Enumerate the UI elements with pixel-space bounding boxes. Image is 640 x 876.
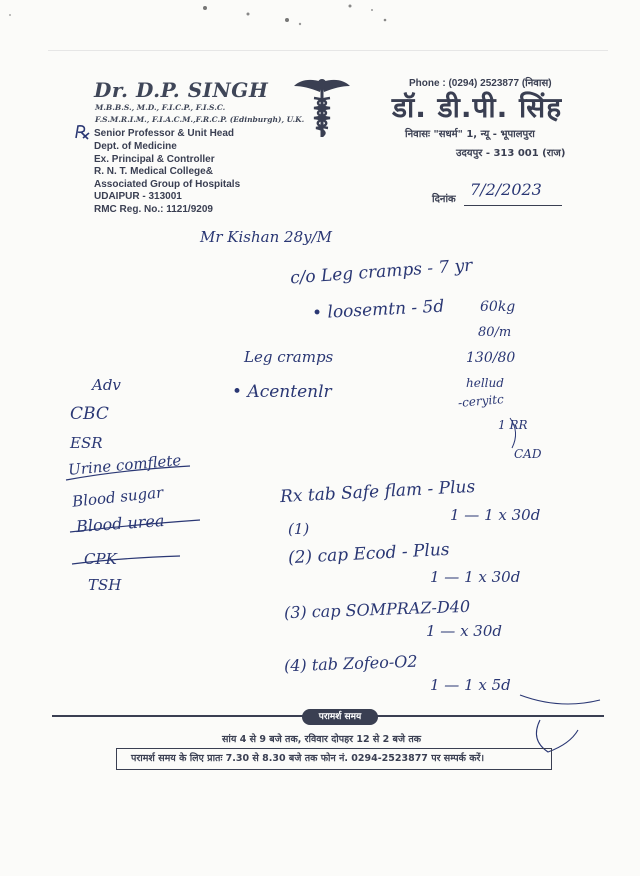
phone-number: Phone : (0294) 2523877 (निवास)	[409, 78, 552, 89]
rx-line-1: Rx tab Safe flam - Plus	[279, 476, 476, 508]
rx-line-4-dose: 1 — 1 x 5d	[430, 676, 511, 694]
rx-line-1-number: (1)	[288, 520, 310, 538]
consultation-hours-title: परामर्श समय	[302, 709, 378, 725]
advice-tsh: TSH	[88, 576, 122, 594]
blood-pressure: 130/80	[466, 350, 516, 366]
rx-line-4: (4) tab Zofeo-O2	[283, 651, 418, 676]
consultation-hours: सांय 4 से 9 बजे तक, रविवार दोपहर 12 से 2 बजे तक	[222, 734, 422, 745]
city-hindi: उदयपुर - 313 001 (राज)	[456, 148, 566, 159]
address-hindi: निवासः "सधर्म" 1, न्यू - भूपालपुरा	[405, 129, 535, 140]
finding-2: -ceryitc	[457, 392, 505, 410]
advice-urine: Urine comflete	[67, 451, 182, 479]
advice-title: Adv	[92, 376, 121, 394]
doctor-name-hindi: डॉ. डी.पी. सिंह	[392, 91, 563, 124]
rx-line-3: (3) cap SOMPRAZ-D40	[283, 596, 471, 623]
advice-esr: ESR	[70, 434, 103, 452]
rx-line-3-dose: 1 — x 30d	[426, 622, 502, 640]
rx-line-2: (2) cap Ecod - Plus	[287, 539, 450, 569]
rx-line-2-dose: 1 — 1 x 30d	[430, 568, 521, 586]
qualifications-line-2: F.S.M.R.I.M., F.I.A.C.M.,F.R.C.P. (Edinburgh), U.K.	[95, 115, 305, 124]
advice-blood-urea: Blood urea	[75, 510, 165, 537]
advice-blood-sugar: Blood sugar	[71, 483, 165, 511]
date-value: 7/2/2023	[470, 180, 542, 199]
finding-3: 1 RR	[498, 418, 528, 432]
hospitals: Associated Group of Hospitals	[94, 179, 241, 190]
exam-note-1: Leg cramps	[244, 348, 334, 366]
advice-cbc: CBC	[70, 404, 109, 424]
qualifications-line-1: M.B.B.S., M.D., F.I.C.P., F.I.S.C.	[95, 103, 226, 112]
department: Dept. of Medicine	[94, 141, 177, 152]
complaint-1: c/o Leg cramps - 7 yr	[289, 255, 474, 289]
finding-4: CAD	[514, 447, 542, 461]
date-label: दिनांक	[432, 194, 456, 205]
appointment-info: परामर्श समय के लिए प्रातः 7.30 से 8.30 बजे तक फोन नं. 0294-2523877 पर सम्पर्क करें।	[116, 748, 552, 770]
weight: 60kg	[480, 299, 516, 315]
city: UDAIPUR - 313001	[94, 191, 182, 202]
pulse: 80/m	[478, 325, 512, 340]
former-post: Ex. Principal & Controller	[94, 154, 215, 165]
patient-name: Mr Kishan 28y/M	[200, 228, 333, 246]
advice-cpk: CPK	[84, 550, 117, 568]
designation: Senior Professor & Unit Head	[94, 128, 235, 139]
doctor-name: Dr. D.P. SINGH	[94, 78, 269, 102]
rx-line-1-dose: 1 — 1 x 30d	[450, 506, 541, 524]
college: R. N. T. Medical College&	[94, 166, 213, 177]
complaint-2: • loosemtn - 5d	[311, 296, 445, 324]
registration-number: RMC Reg. No.: 1121/9209	[94, 204, 213, 215]
exam-note-2: • Acentenlr	[232, 382, 332, 402]
finding-1: hellud	[466, 376, 504, 390]
